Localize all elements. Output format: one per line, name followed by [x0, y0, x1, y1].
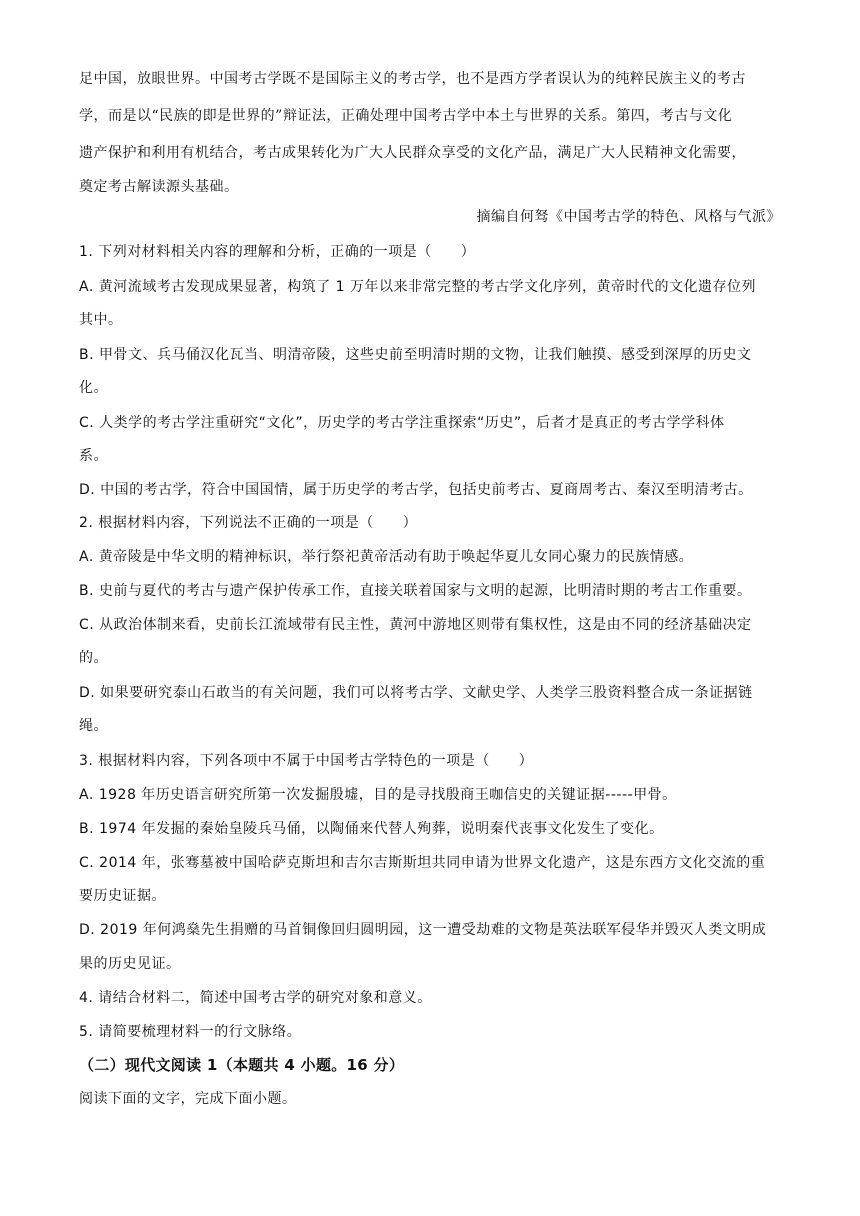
question-line: 2. 根据材料内容，下列说法不正确的一项是（ ） [79, 515, 418, 531]
question-line: 4. 请结合材料二，简述中国考古学的研究对象和意义。 [79, 990, 432, 1006]
passage-line: 遗产保护和利用有机结合，考古成果转化为广大人民群众享受的文化产品，满足广大人民精神文化需要， [79, 145, 746, 161]
option-line: D. 中国的考古学，符合中国国情，属于历史学的考古学，包括史前考古、夏商周考古、秦汉至明清考古。 [79, 482, 753, 498]
section-heading: （二）现代文阅读 1（本题共 4 小题。16 分） [79, 1056, 405, 1074]
option-line: B. 甲骨文、兵马俑汉化瓦当、明清帝陵，这些史前至明清时期的文物，让我们触摸、感受到深厚的历史文 [79, 347, 752, 363]
option-line: 要历史证据。 [79, 888, 166, 904]
question-line: 5. 请简要梳理材料一的行文脉络。 [79, 1024, 302, 1040]
option-line: 果的历史见证。 [79, 956, 181, 972]
option-line: A. 1928 年历史语言研究所第一次发掘殷墟，目的是寻找殷商王咖信史的关键证据-----甲骨。 [79, 787, 677, 803]
passage-line: 学，而是以“民族的即是世界的”辩证法，正确处理中国考古学中本土与世界的关系。第四，考古与文化 [79, 108, 733, 124]
passage-line: 奠定考古解读源头基础。 [79, 179, 239, 195]
question-line: 1. 下列对材料相关内容的理解和分析，正确的一项是（ ） [79, 244, 476, 260]
source-citation: 摘编自何驽《中国考古学的特色、风格与气派》 [476, 209, 781, 225]
question-line: 3. 根据材料内容，下列各项中不属于中国考古学特色的一项是（ ） [79, 753, 534, 769]
option-line: 其中。 [79, 312, 123, 328]
option-line: D. 2019 年何鸿燊先生捐赠的马首铜像回归圆明园，这一遭受劫难的文物是英法联军侵华并毁灭人类文明成 [79, 922, 767, 938]
option-line: 绳。 [79, 718, 108, 734]
option-line: A. 黄帝陵是中华文明的精神标识，举行祭祀黄帝活动有助于唤起华夏儿女同心聚力的民族情感。 [79, 549, 694, 565]
option-line: C. 从政治体制来看，史前长江流域带有民主性，黄河中游地区则带有集权性，这是由不同的经济基础决定 [79, 617, 752, 633]
option-line: B. 1974 年发掘的秦始皇陵兵马俑，以陶俑来代替人殉葬，说明秦代丧事文化发生了变化。 [79, 821, 664, 837]
option-line: A. 黄河流域考古发现成果显著，构筑了 1 万年以来非常完整的考古学文化序列，黄帝时代的文化遗存位列 [79, 279, 757, 295]
passage-line: 足中国，放眼世界。中国考古学既不是国际主义的考古学，也不是西方学者误认为的纯粹民族主义的考古 [79, 71, 746, 87]
option-line: B. 史前与夏代的考古与遗产保护传承工作，直接关联着国家与文明的起源，比明清时期的考古工作重要。 [79, 583, 752, 599]
option-line: 的。 [79, 650, 108, 666]
option-line: 化。 [79, 380, 108, 396]
option-line: C. 人类学的考古学注重研究“文化”，历史学的考古学注重探索“历史”，后者才是真正的考古学学科体 [79, 415, 725, 431]
option-line: C. 2014 年，张骞墓被中国哈萨克斯坦和吉尔吉斯斯坦共同申请为世界文化遗产，这是东西方文化交流的重 [79, 855, 766, 871]
instruction-line: 阅读下面的文字，完成下面小题。 [79, 1091, 297, 1107]
option-line: 系。 [79, 448, 108, 464]
option-line: D. 如果要研究泰山石敢当的有关问题，我们可以将考古学、文献史学、人类学三股资料整合成一条证据链 [79, 685, 753, 701]
